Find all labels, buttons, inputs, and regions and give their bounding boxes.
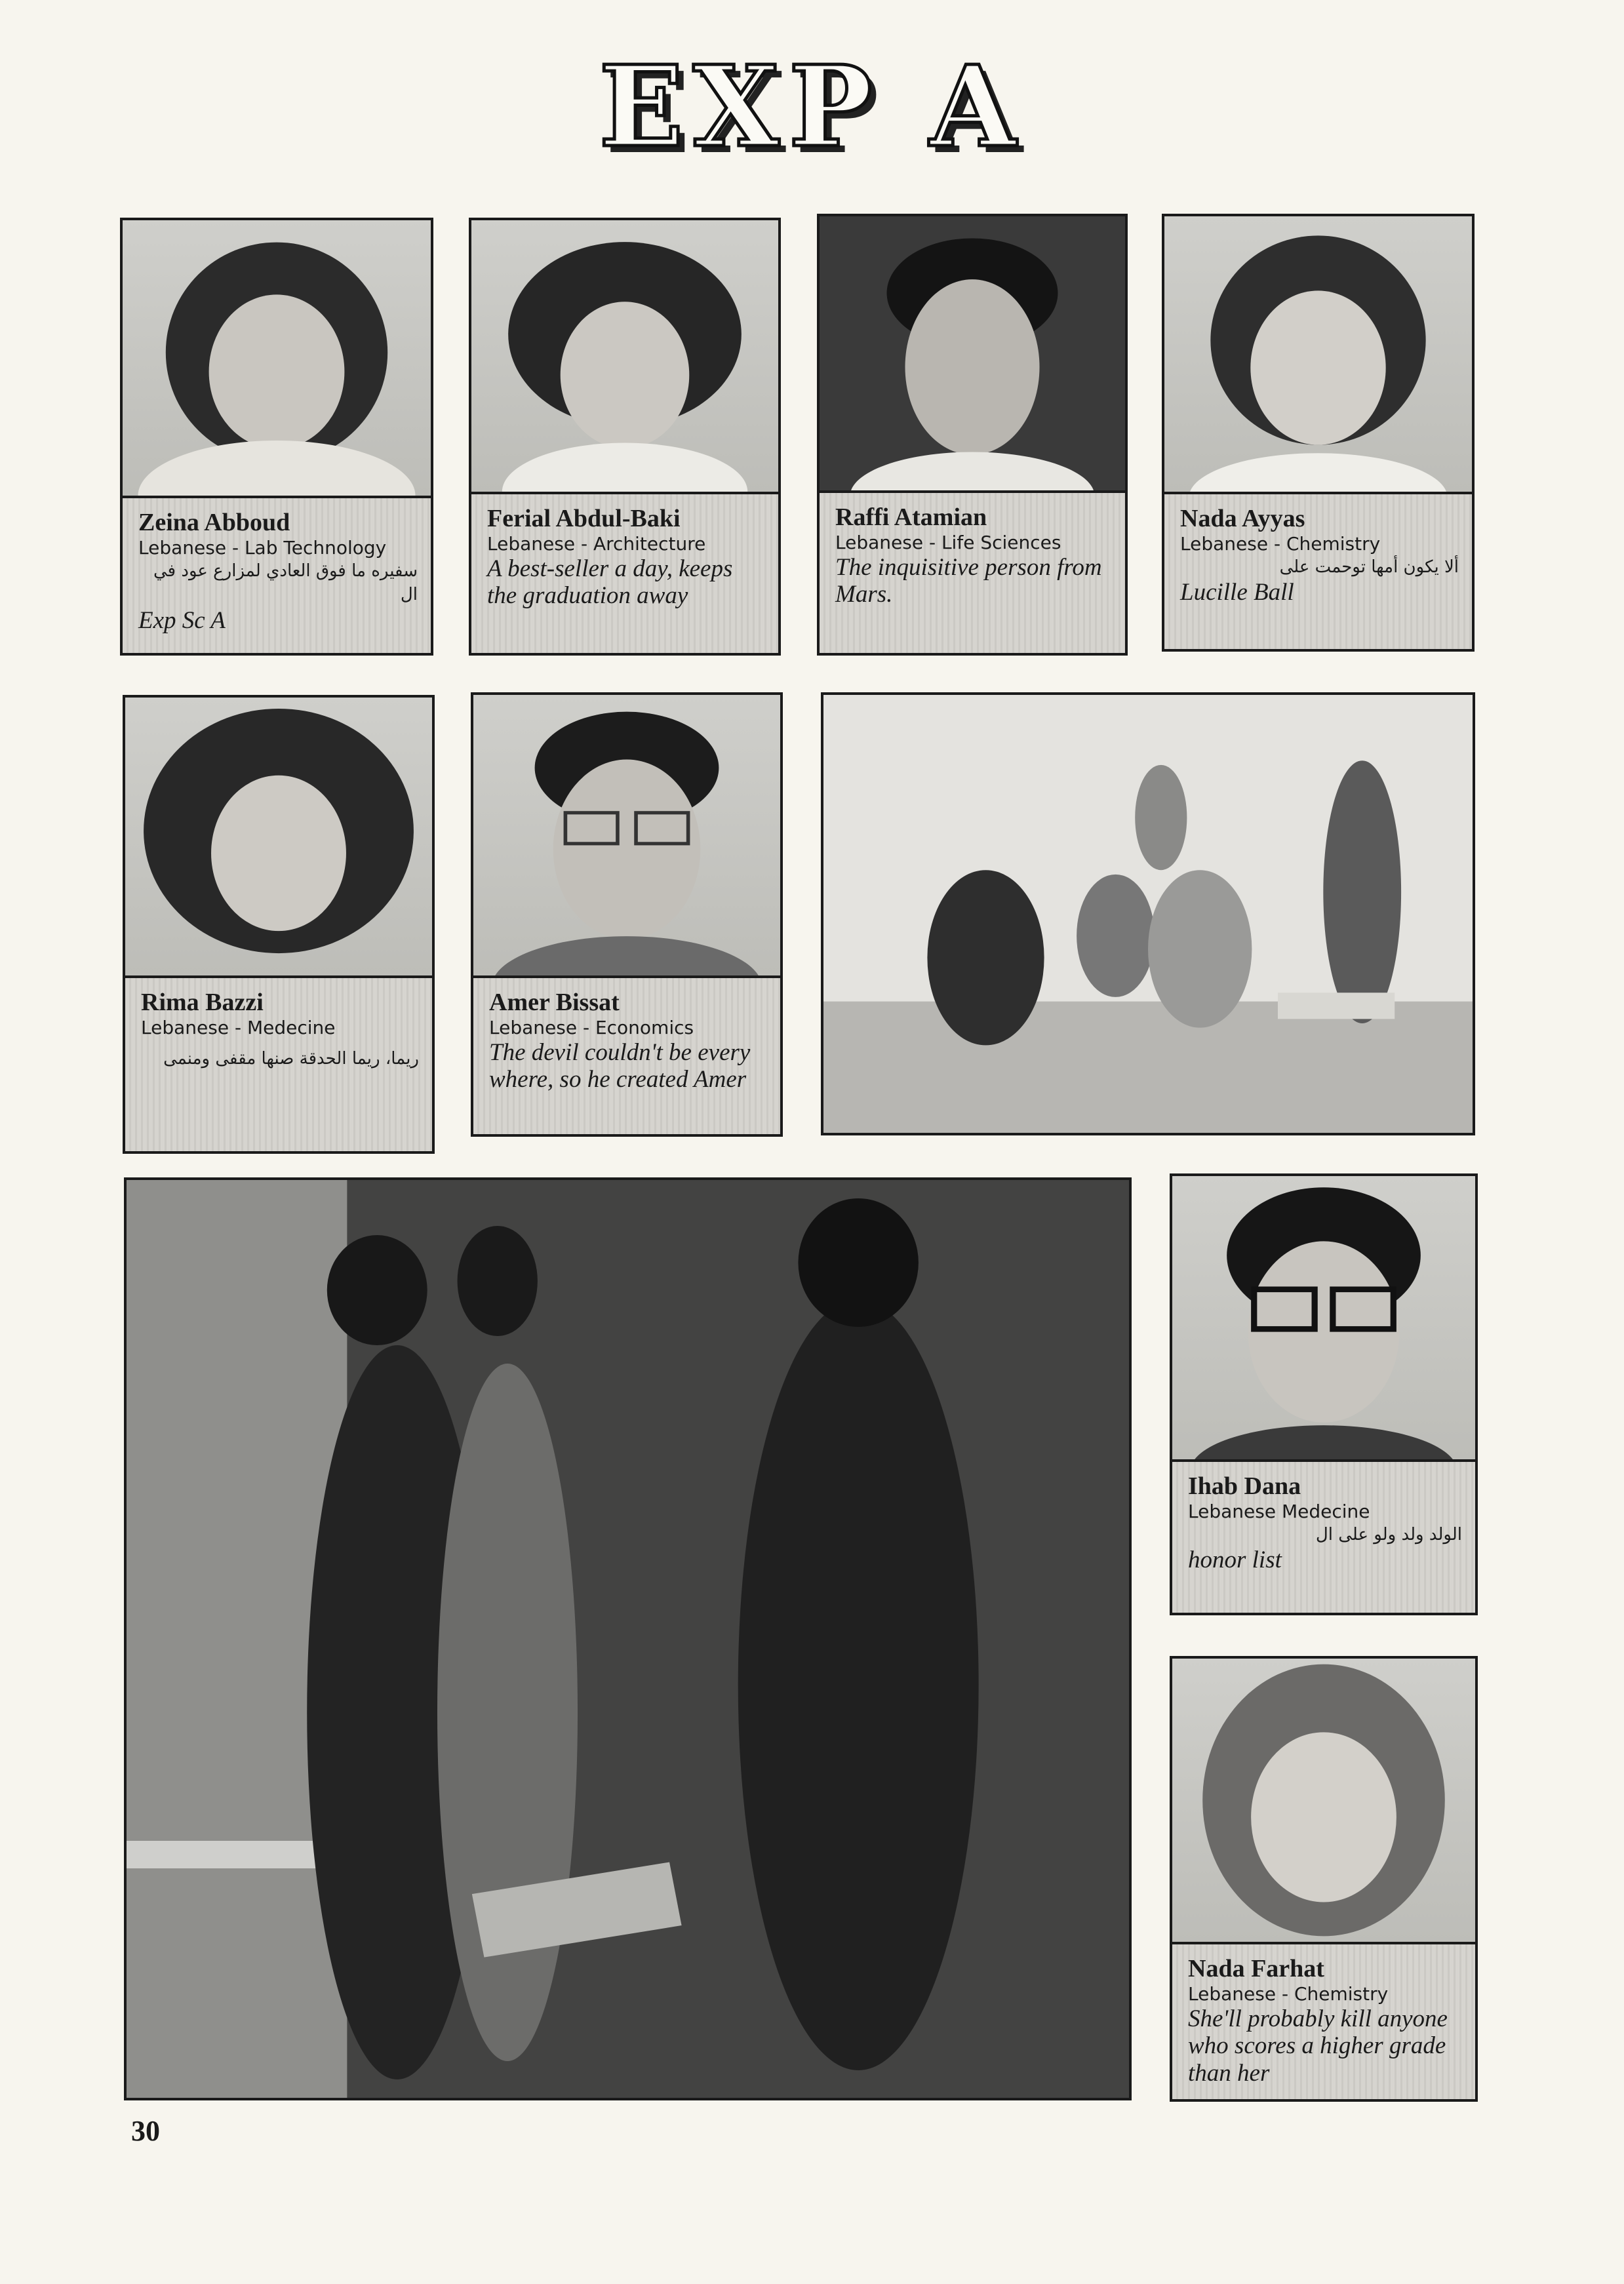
student-quote: The devil couldn't be every where, so he created Amer xyxy=(489,1038,751,1093)
student-name: Nada Ayyas xyxy=(1180,505,1305,532)
student-name: Zeina Abboud xyxy=(138,509,290,536)
page-number: 30 xyxy=(131,2115,160,2147)
student-portrait xyxy=(1172,1659,1475,1944)
student-details: Lebanese - Life Sciences xyxy=(835,531,1061,553)
student-portrait xyxy=(1164,216,1472,494)
student-quote: honor list xyxy=(1188,1546,1282,1574)
student-card xyxy=(471,692,783,1137)
student-quote: The inquisitive person from Mars. xyxy=(835,553,1102,608)
student-card xyxy=(120,218,433,656)
student-details: Lebanese - Architecture xyxy=(487,532,706,555)
student-card xyxy=(1170,1656,1478,2102)
student-details: Lebanese - Chemistry xyxy=(1180,532,1381,555)
student-card xyxy=(1170,1173,1478,1615)
student-details: Lebanese Medecine xyxy=(1188,1500,1370,1522)
student-arabic-quote: ريما، ريما الحدقة صنها مقفى ومنمى xyxy=(163,1048,419,1069)
student-quote: She'll probably kill anyone who scores a higher grade than her xyxy=(1188,2005,1448,2087)
student-details: Lebanese - Medecine xyxy=(141,1016,336,1038)
student-name: Nada Farhat xyxy=(1188,1955,1324,1982)
student-card xyxy=(1162,214,1475,652)
student-portrait xyxy=(123,220,431,498)
student-name: Amer Bissat xyxy=(489,989,620,1016)
student-name: Ihab Dana xyxy=(1188,1472,1301,1500)
student-details: Lebanese - Economics xyxy=(489,1016,694,1038)
student-card xyxy=(817,214,1128,656)
student-name: Raffi Atamian xyxy=(835,503,987,531)
student-name: Rima Bazzi xyxy=(141,989,264,1016)
classroom-group-photo xyxy=(821,692,1475,1135)
student-portrait xyxy=(1172,1176,1475,1462)
blackboard-photo xyxy=(124,1177,1132,2100)
page-title: EXP A xyxy=(599,41,1025,172)
student-card xyxy=(123,695,435,1154)
student-portrait xyxy=(820,216,1125,493)
student-card xyxy=(469,218,781,656)
student-arabic-quote: الولد ولد ولو على ال xyxy=(1315,1524,1462,1545)
student-quote: Exp Sc A xyxy=(138,606,226,634)
student-portrait xyxy=(471,220,778,494)
student-portrait xyxy=(125,698,432,978)
student-details: Lebanese - Lab Technology xyxy=(138,536,387,559)
student-portrait xyxy=(473,695,780,978)
student-name: Ferial Abdul-Baki xyxy=(487,505,681,532)
student-quote: Lucille Ball xyxy=(1180,579,1294,606)
student-details: Lebanese - Chemistry xyxy=(1188,1982,1389,2005)
student-arabic-quote: ألا يكون أمها توحمت على xyxy=(1279,557,1459,577)
student-quote: A best-seller a day, keeps the graduation away xyxy=(487,555,733,610)
student-arabic-quote: سفيره ما فوق العادي لمزارع عود في ال xyxy=(153,561,418,605)
